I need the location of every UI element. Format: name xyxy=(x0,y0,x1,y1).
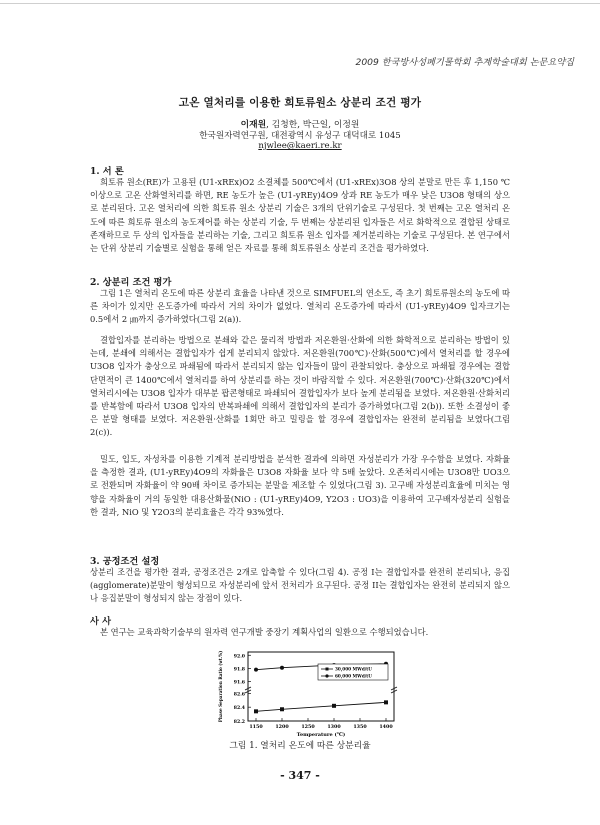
data-point xyxy=(280,707,284,711)
page-number: - 347 - xyxy=(280,769,320,782)
section-paragraph: 결합입자를 분리하는 방법으로 분쇄와 같은 물리적 방법과 저온환원·산화에 의한 화학적으로 분리하는 방법이 있는데, 분쇄에 의해서는 결합입자가 쉽게 분리되지 않았다. 저온환원(700℃)·산화(500℃)에서 열처리를 할 경우에 U3O8 입자가 충상으로 파쇄됨에 따라서 분리되지 않는 입자들이 많이 관찰되었다. 충상으로 파쇄될 경우에는 결합단면적이 큰 1400℃에서 열처리를 하여 상분리를 하는 것이 바람직할 수 있다. 저온환원(700℃)·산화(320℃)에서 열처리시에는 U3O8 입자가 대부분 팝콘형태로 파쇄되어 결합입자가 보다 높게 분리됨을 보였다. 저온환원·산화처리를 반복함에 따라서 U3O8 입자의 반복파쇄에 의해서 결합입자의 분리가 증가하였다(그림 2(b)). 또한 소결성이 좋은 분말 형태를 보였다. 저온환원·산화를 1회만 하고 밀링을 할 경우에 결합입자는 완전히 분리됨을 보였다(그림 2(c)). xyxy=(90,335,510,438)
y-tick-label: 82.4 xyxy=(233,706,245,712)
y-tick-label: 82.6 xyxy=(233,692,245,698)
x-tick-label: 1200 xyxy=(275,724,289,730)
x-tick-label: 1400 xyxy=(379,724,393,730)
first-author: 이재원 xyxy=(240,120,267,130)
author-email[interactable]: njwlee@kaeri.re.kr xyxy=(258,141,342,151)
acknowledgement-text: 본 연구는 교육과학기술부의 원자력 연구개발 중장기 계획사업의 일환으로 수행되었습니다. xyxy=(100,627,429,637)
section-paragraph: 밀도, 입도, 자성차를 이용한 기계적 분리방법을 분석한 결과에 의하면 자성분리가 가장 우수함을 보였다. 자화율을 측정한 결과, (U1-yREy)4O9의 자화율은 U3O8 자화율 보다 약 5배 높았다. 오존처리시에는 U3O8만 UO3으로 전환되며 자화율이 약 90배 차이로 증가되는 분말을 제조할 수 있었다(그림 3). 고구배 자성분리효율에 미치는 영향을 자화율이 거의 동일한 대용산화물(NiO : (U1-yREy)4O9, Y2O3 : UO3)을 이용하여 고구배자성분리 실험을 한 결과, NiO 및 Y2O3의 분리효율은 각각 93%였다. xyxy=(90,454,510,517)
x-tick-label: 1300 xyxy=(327,724,341,730)
y-tick-label: 91.6 xyxy=(233,680,245,686)
legend-label: 30,000 MWd/tU xyxy=(335,666,372,672)
data-point xyxy=(254,709,258,713)
data-point xyxy=(384,700,388,704)
y-tick-label: 92.0 xyxy=(233,654,245,660)
data-point xyxy=(280,666,284,670)
section-heading-evaluation: 2. 상분리 조건 평가 xyxy=(90,277,172,288)
running-header: 2009 한국방사성폐기물학회 추계학술대회 논문요약집 xyxy=(355,57,574,68)
legend-marker xyxy=(326,668,329,671)
paper-title: 고온 열처리를 이용한 희토류원소 상분리 조건 평가 xyxy=(178,97,422,109)
x-tick-label: 1150 xyxy=(249,724,263,730)
affiliation: 한국원자력연구원, 대전광역시 유성구 대덕대로 1045 xyxy=(199,131,401,141)
section-paragraph: 그림 1은 열처리 온도에 따른 상분리 효율을 나타낸 것으로 SIMFUEL의 연소도, 즉 초기 희토류원소의 농도에 따른 차이가 있지만 온도증가에 따라서 거의 차이가 없었다. 열처리 온도증가에 따라서 (U1-yREy)4O9 입자크기는 0.5에서 2 ㎛까지 증가하였다(그림 2(a)). xyxy=(90,288,510,325)
co-authors: , 김청한, 박근일, 이정원 xyxy=(266,120,360,130)
page-top-rule xyxy=(0,3,600,4)
section-heading-introduction: 1. 서 론 xyxy=(90,166,124,177)
section-paragraph: 희토류 원소(RE)가 고용된 (U1-xREx)O2 소결체를 500℃에서 (U1-xREx)3O8 상의 분말로 만든 후 1,150 ℃이상으로 고온 산화열처리를 하면, RE 농도가 높은 (U1-yREy)4O9 상과 RE 농도가 매우 낮은 U3O8 형태의 상으로 분리된다. 고온 열처리에 의한 희토류 원소 상분리 기술은 3개의 단위기술로 구성된다. 첫 번째는 고온 열처리 온도에 따른 희토류 원소의 농도제어를 하는 상분리 기술, 두 번째는 상분리된 입자들은 서로 화학적으로 결합된 상태로 존재하므로 두 상의 입자들을 분리하는 기술, 그리고 희토류 원소 입자를 제거분리하는 기술로 구성된다. 본 연구에서는 단위 상분리 기술별로 실험을 통해 얻은 자료를 통해 희토류원소 상분리 조건을 평가하였다. xyxy=(90,177,510,254)
x-tick-label: 1350 xyxy=(353,724,367,730)
series-line xyxy=(256,702,386,711)
separation-ratio-chart xyxy=(200,648,410,738)
figure-caption: 그림 1. 열처리 온도에 따른 상분리율 xyxy=(229,741,371,751)
data-point xyxy=(332,704,336,708)
y-tick-label: 91.8 xyxy=(233,667,245,673)
legend-marker xyxy=(325,674,328,677)
x-axis-label: Temperature (℃) xyxy=(296,732,346,738)
data-point xyxy=(254,668,258,672)
x-tick-label: 1250 xyxy=(301,724,315,730)
section-heading-acknowledgement: 사 사 xyxy=(90,616,111,627)
y-tick-label: 82.2 xyxy=(233,720,245,725)
legend-label: 60,000 MWd/tU xyxy=(335,673,372,679)
section-paragraph: 상분리 조건을 평가한 결과, 공정조건은 2개로 압축할 수 있다(그림 4). 공정 I는 결합입자를 완전히 분리되나, 응집(agglomerate)분말이 형성되므로 자성분리에 앞서 전처리가 요구된다. 공정 II는 결합입자는 완전히 분리되지 않으나 응집분말이 형성되지 않는 장점이 있다. xyxy=(90,567,510,604)
section-heading-process: 3. 공정조건 설정 xyxy=(90,556,160,567)
y-axis-label: Phase Separation Ratio (wt.%) xyxy=(218,650,223,723)
